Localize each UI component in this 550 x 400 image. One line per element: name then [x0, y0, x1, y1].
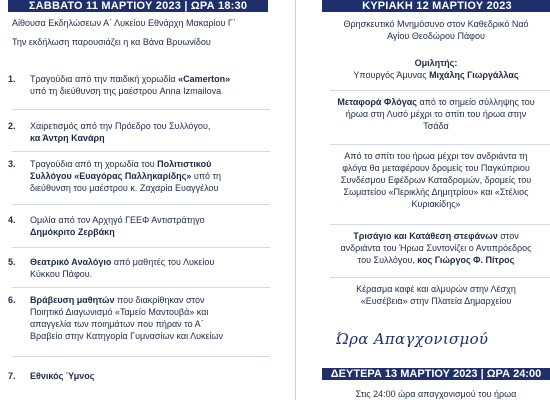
program-item — [8, 214, 270, 238]
sunday-item — [322, 96, 550, 132]
item-line — [30, 120, 270, 132]
text-run: απαγγελία των ποιημάτων που πήραν το Α΄ — [30, 319, 204, 329]
left-column — [0, 0, 268, 381]
item-line — [30, 294, 270, 306]
item-line — [30, 158, 270, 170]
text-run: Συλλόγου «Ευαγόρας Παλληκαρίδης» — [30, 171, 192, 181]
sunday-line — [322, 150, 550, 162]
program-item — [8, 120, 270, 144]
item-body — [30, 256, 270, 280]
sunday-line — [322, 96, 550, 108]
text-run: του Συλλόγου, — [357, 255, 418, 265]
text-run: Συνδέσμου Εφέδρων Καταδρομών, δρομείς του — [340, 175, 532, 185]
item-line — [30, 132, 270, 144]
item-number: 1. — [8, 74, 16, 84]
item-body — [30, 158, 270, 194]
text-run: ήρωα στη Λυσό μέχρι το σπίτι του ήρωα στην — [345, 109, 527, 119]
item-body — [30, 294, 270, 342]
item-number: 7. — [8, 371, 16, 381]
text-run: φλόγα θα μεταφέρουν δρομείς του Παγκύπριου — [342, 163, 530, 173]
item-separator — [12, 287, 270, 288]
monday-text: Στις 24:00 ώρα απαγχονισμού του ήρωα — [355, 389, 517, 399]
memorial-text — [322, 18, 550, 42]
sunday-line — [322, 198, 550, 210]
memorial-line: Θρησκευτικό Μνημόσυνο στον Καθεδρικό Ναό — [343, 19, 529, 29]
sunday-line — [322, 120, 550, 132]
item-separator — [12, 247, 270, 248]
item-separator — [330, 277, 550, 278]
text-run: «Camerton» — [178, 74, 231, 84]
program-item — [8, 158, 270, 194]
item-separator — [330, 144, 550, 145]
sunday-line — [322, 174, 550, 186]
presenter-text: Την εκδήλωση παρουσιάζει η κα Βάνα Βρυωνίδου — [12, 37, 211, 47]
item-line — [30, 306, 270, 318]
item-separator — [12, 356, 270, 357]
speaker-line — [322, 69, 550, 81]
text-run: ανδριάντα του Ήρωα Συντονίζει ο Αντιπρόεδρος — [340, 243, 532, 253]
monday-header: ΔΕΥΤΕΡΑ 13 ΜΑΡΤΙΟΥ 2023 | ΩΡΑ 24:00 — [322, 368, 550, 380]
sunday-line — [322, 230, 550, 242]
text-run: Κύκκου Πάφου. — [30, 269, 93, 279]
item-body — [30, 214, 270, 238]
text-run: υπό τη διεύθυνση της μαέστρου Anna Izmailova — [30, 86, 222, 96]
item-separator — [12, 204, 270, 205]
item-line — [30, 85, 270, 97]
sunday-line — [322, 283, 550, 295]
venue-text: Αίθουσα Εκδηλώσεων Α΄ Λυκείου Εθνάρχη Μακαρίου Γ΄ — [12, 18, 236, 28]
text-run: Τρισάγιο και Κατάθεση στεφάνων — [353, 231, 498, 241]
item-line — [30, 268, 270, 280]
text-run: στον — [497, 231, 519, 241]
text-run: Θεατρικό Αναλόγιο — [30, 257, 112, 267]
item-number: 2. — [8, 121, 16, 131]
text-run: Τραγούδια από την παιδική χορωδία — [30, 74, 179, 84]
item-number: 5. — [8, 257, 16, 267]
text-run: Τσάδα — [423, 121, 449, 131]
item-number: 6. — [8, 295, 16, 305]
text-run: από το σημείο σύλληψης του — [416, 97, 535, 107]
program-item — [8, 294, 270, 342]
memorial-line: Αγίου Θεοδώρου Πάφου — [387, 31, 485, 41]
item-separator — [330, 90, 550, 91]
item-body — [30, 120, 270, 144]
sunday-item — [322, 283, 550, 307]
text-run: υπό τη — [191, 171, 222, 181]
item-separator — [12, 151, 270, 152]
sunday-item — [322, 230, 550, 266]
hanging-hour-title: Ώρα Απαγχονισμού — [336, 330, 489, 348]
item-body — [30, 370, 270, 382]
text-run: Δημόκριτο Ζερβάκη — [30, 227, 115, 237]
text-run: «Ευσέβεια» στην Πλατεία Δημαρχείου — [360, 296, 512, 306]
text-run: Μεταφορά Φλόγας — [337, 97, 417, 107]
text-run: Κέρασμα καφέ και αλμυρών στην Λέσχη — [356, 284, 516, 294]
text-run: Κυριακίδης» — [411, 199, 461, 209]
item-line — [30, 330, 270, 342]
text-run: κος Γιώργος Φ. Πίτρος — [417, 255, 515, 265]
program-item — [8, 256, 270, 280]
sunday-item — [322, 150, 550, 210]
item-line — [30, 226, 270, 238]
text-run: Από το σπίτι του ήρωα μέχρι τον ανδριάντα τη — [344, 151, 528, 161]
text-run: Ποιητικό Διαγωνισμό «Ταμείο Μαντουβά» και — [30, 307, 209, 317]
item-line — [30, 170, 270, 182]
item-number: 3. — [8, 159, 16, 169]
item-line — [30, 370, 270, 382]
item-line — [30, 318, 270, 330]
text-run: Ομιλία από τον Αρχηγό ΓΕΕΦ Αντιστράτηγο — [30, 215, 205, 225]
sunday-line — [322, 242, 550, 254]
sunday-line — [322, 254, 550, 266]
text-run: Βραβείο στην Κατηγορία Γυμνασίων και Λυκείων — [30, 331, 224, 341]
text-run: Μιχάλης Γιωργάλλας — [429, 70, 519, 80]
right-column — [322, 0, 550, 399]
item-number: 4. — [8, 215, 16, 225]
item-line — [30, 73, 270, 85]
text-run: κα Άντρη Κανάρη — [30, 133, 105, 143]
text-run: Εθνικός Ύμνος — [30, 371, 95, 381]
program-item — [8, 73, 270, 97]
sunday-line — [322, 108, 550, 120]
column-divider — [295, 0, 296, 400]
text-run: Τραγούδια από τη χορωδία του — [30, 159, 158, 169]
item-line — [30, 214, 270, 226]
item-separator — [12, 109, 270, 110]
program-item — [8, 370, 270, 382]
sunday-line — [322, 162, 550, 174]
text-run: που διακρίθηκαν στον — [114, 295, 205, 305]
item-separator — [330, 224, 550, 225]
speaker-block — [322, 57, 550, 81]
speaker-label: Ομιλητής: — [414, 58, 458, 68]
sunday-header: ΚΥΡΙΑΚΗ 12 ΜΑΡΤΙΟΥ 2023 — [322, 0, 550, 12]
text-run: Υπουργός Άμυνας — [353, 70, 430, 80]
item-line — [30, 256, 270, 268]
sunday-line — [322, 186, 550, 198]
text-run: Βράβευση μαθητών — [30, 295, 115, 305]
text-run: Χαιρετισμός από την Πρόεδρο του Συλλόγου, — [30, 121, 211, 131]
text-run: από μαθητές του Λυκείου — [111, 257, 215, 267]
saturday-header: ΣΑΒΒΑΤΟ 11 ΜΑΡΤΙΟΥ 2023 | ΩΡΑ 18:30 — [8, 0, 268, 12]
text-run: Πολιτιστικού — [157, 159, 212, 169]
text-run: διεύθυνση του μαέστρου κ. Ζαχαρία Ευαγγέλου — [30, 183, 219, 193]
item-body — [30, 73, 270, 97]
text-run: Σωματείου «Περικλής Δημητρίου» και «Στέλιος — [343, 187, 529, 197]
item-line — [30, 182, 270, 194]
sunday-line — [322, 295, 550, 307]
